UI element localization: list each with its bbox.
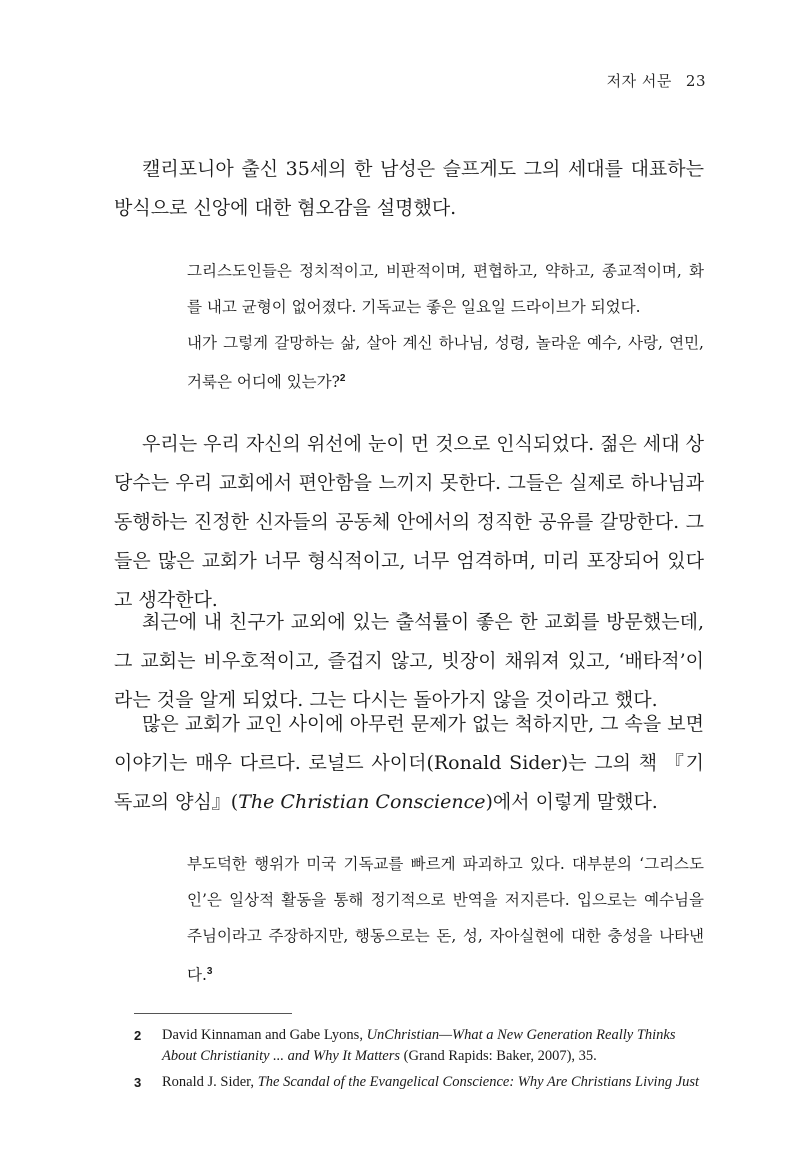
- block-quote-1: [187, 253, 704, 400]
- footnote-2: [134, 1025, 704, 1067]
- footnote-text: [162, 1025, 704, 1067]
- footnote-ref-2[interactable]: 2: [339, 373, 346, 384]
- quote-1-text: 내가 그렇게 갈망하는 삶, 살아 계신 하나님, 성령, 놀라운 예수, 사랑, 연민, 거룩은 어디에 있는가?: [187, 334, 704, 392]
- paragraph-4-text-a: 많은 교회가 교인 사이에 아무런 문제가 없는 척하지만, 그 속을 보면 이야기는 매우 다르다. 로널드 사이더(Ronald Sider)는 그의 책 『기독교의 양심』(: [114, 713, 704, 813]
- footnote-3: [134, 1072, 704, 1093]
- footnote-ref-3[interactable]: 3: [206, 966, 213, 977]
- paragraph-4-text-b: )에서 이렇게 말했다.: [485, 791, 658, 813]
- footnote-author: Ronald J. Sider,: [162, 1074, 258, 1090]
- footnote-publication: (Grand Rapids: Baker, 2007), 35.: [400, 1048, 597, 1064]
- quote-2-text: 부도덕한 행위가 미국 기독교를 빠르게 파괴하고 있다. 대부분의 ‘그리스도인’은 일상적 활동을 통해 정기적으로 반역을 저지른다. 입으로는 예수님을 주님이라고 주장하지만, 행동으로는 돈, 성, 자아실현에 대한 충성을 나타낸다.: [187, 855, 704, 985]
- footnote-number: 2: [134, 1028, 142, 1043]
- quote-1-line-1: 그리스도인들은 정치적이고, 비판적이며, 편협하고, 약하고, 종교적이며, 화를 내고 균형이 없어졌다. 기독교는 좋은 일요일 드라이브가 되었다.: [187, 262, 704, 316]
- footnote-author: David Kinnaman and Gabe Lyons,: [162, 1027, 367, 1043]
- footnote-title: The Scandal of the Evangelical Conscience: Why Are Christians Living Just: [257, 1074, 700, 1090]
- quote-1-line-2: [187, 325, 704, 400]
- footnote-divider: [134, 1013, 292, 1014]
- running-header: [607, 70, 706, 91]
- paragraph-4: [114, 705, 704, 822]
- page-number: 23: [685, 72, 706, 90]
- block-quote-2: [187, 846, 704, 993]
- paragraph-2: 우리는 우리 자신의 위선에 눈이 먼 것으로 인식되었다. 젊은 세대 상당수는 우리 교회에서 편안함을 느끼지 못한다. 그들은 실제로 하나님과 동행하는 진정한 신자들의 공동체 안에서의 정직한 공유를 갈망한다. 그들은 많은 교회가 너무 형식적이고, 너무 엄격하며, 미리 포장되어 있다고 생각한다.: [114, 433, 704, 611]
- footnote-title: UnChristian—What a New Generation Really Thinks About Christianity ... and Why It Matters: [162, 1027, 676, 1064]
- section-title: 저자 서문: [606, 72, 672, 90]
- paragraph-3: 최근에 내 친구가 교외에 있는 출석률이 좋은 한 교회를 방문했는데, 그 교회는 비우호적이고, 즐겁지 않고, 빗장이 채워져 있고, ‘배타적’이라는 것을 알게 되었다. 그는 다시는 돌아가지 않을 것이라고 했다.: [114, 611, 704, 711]
- footnote-number: 3: [134, 1075, 142, 1090]
- footnote-text: [162, 1072, 704, 1093]
- paragraph-1: 캘리포니아 출신 35세의 한 남성은 슬프게도 그의 세대를 대표하는 방식으로 신앙에 대한 혐오감을 설명했다.: [114, 158, 704, 219]
- book-title-english: The Christian Conscience: [238, 791, 486, 813]
